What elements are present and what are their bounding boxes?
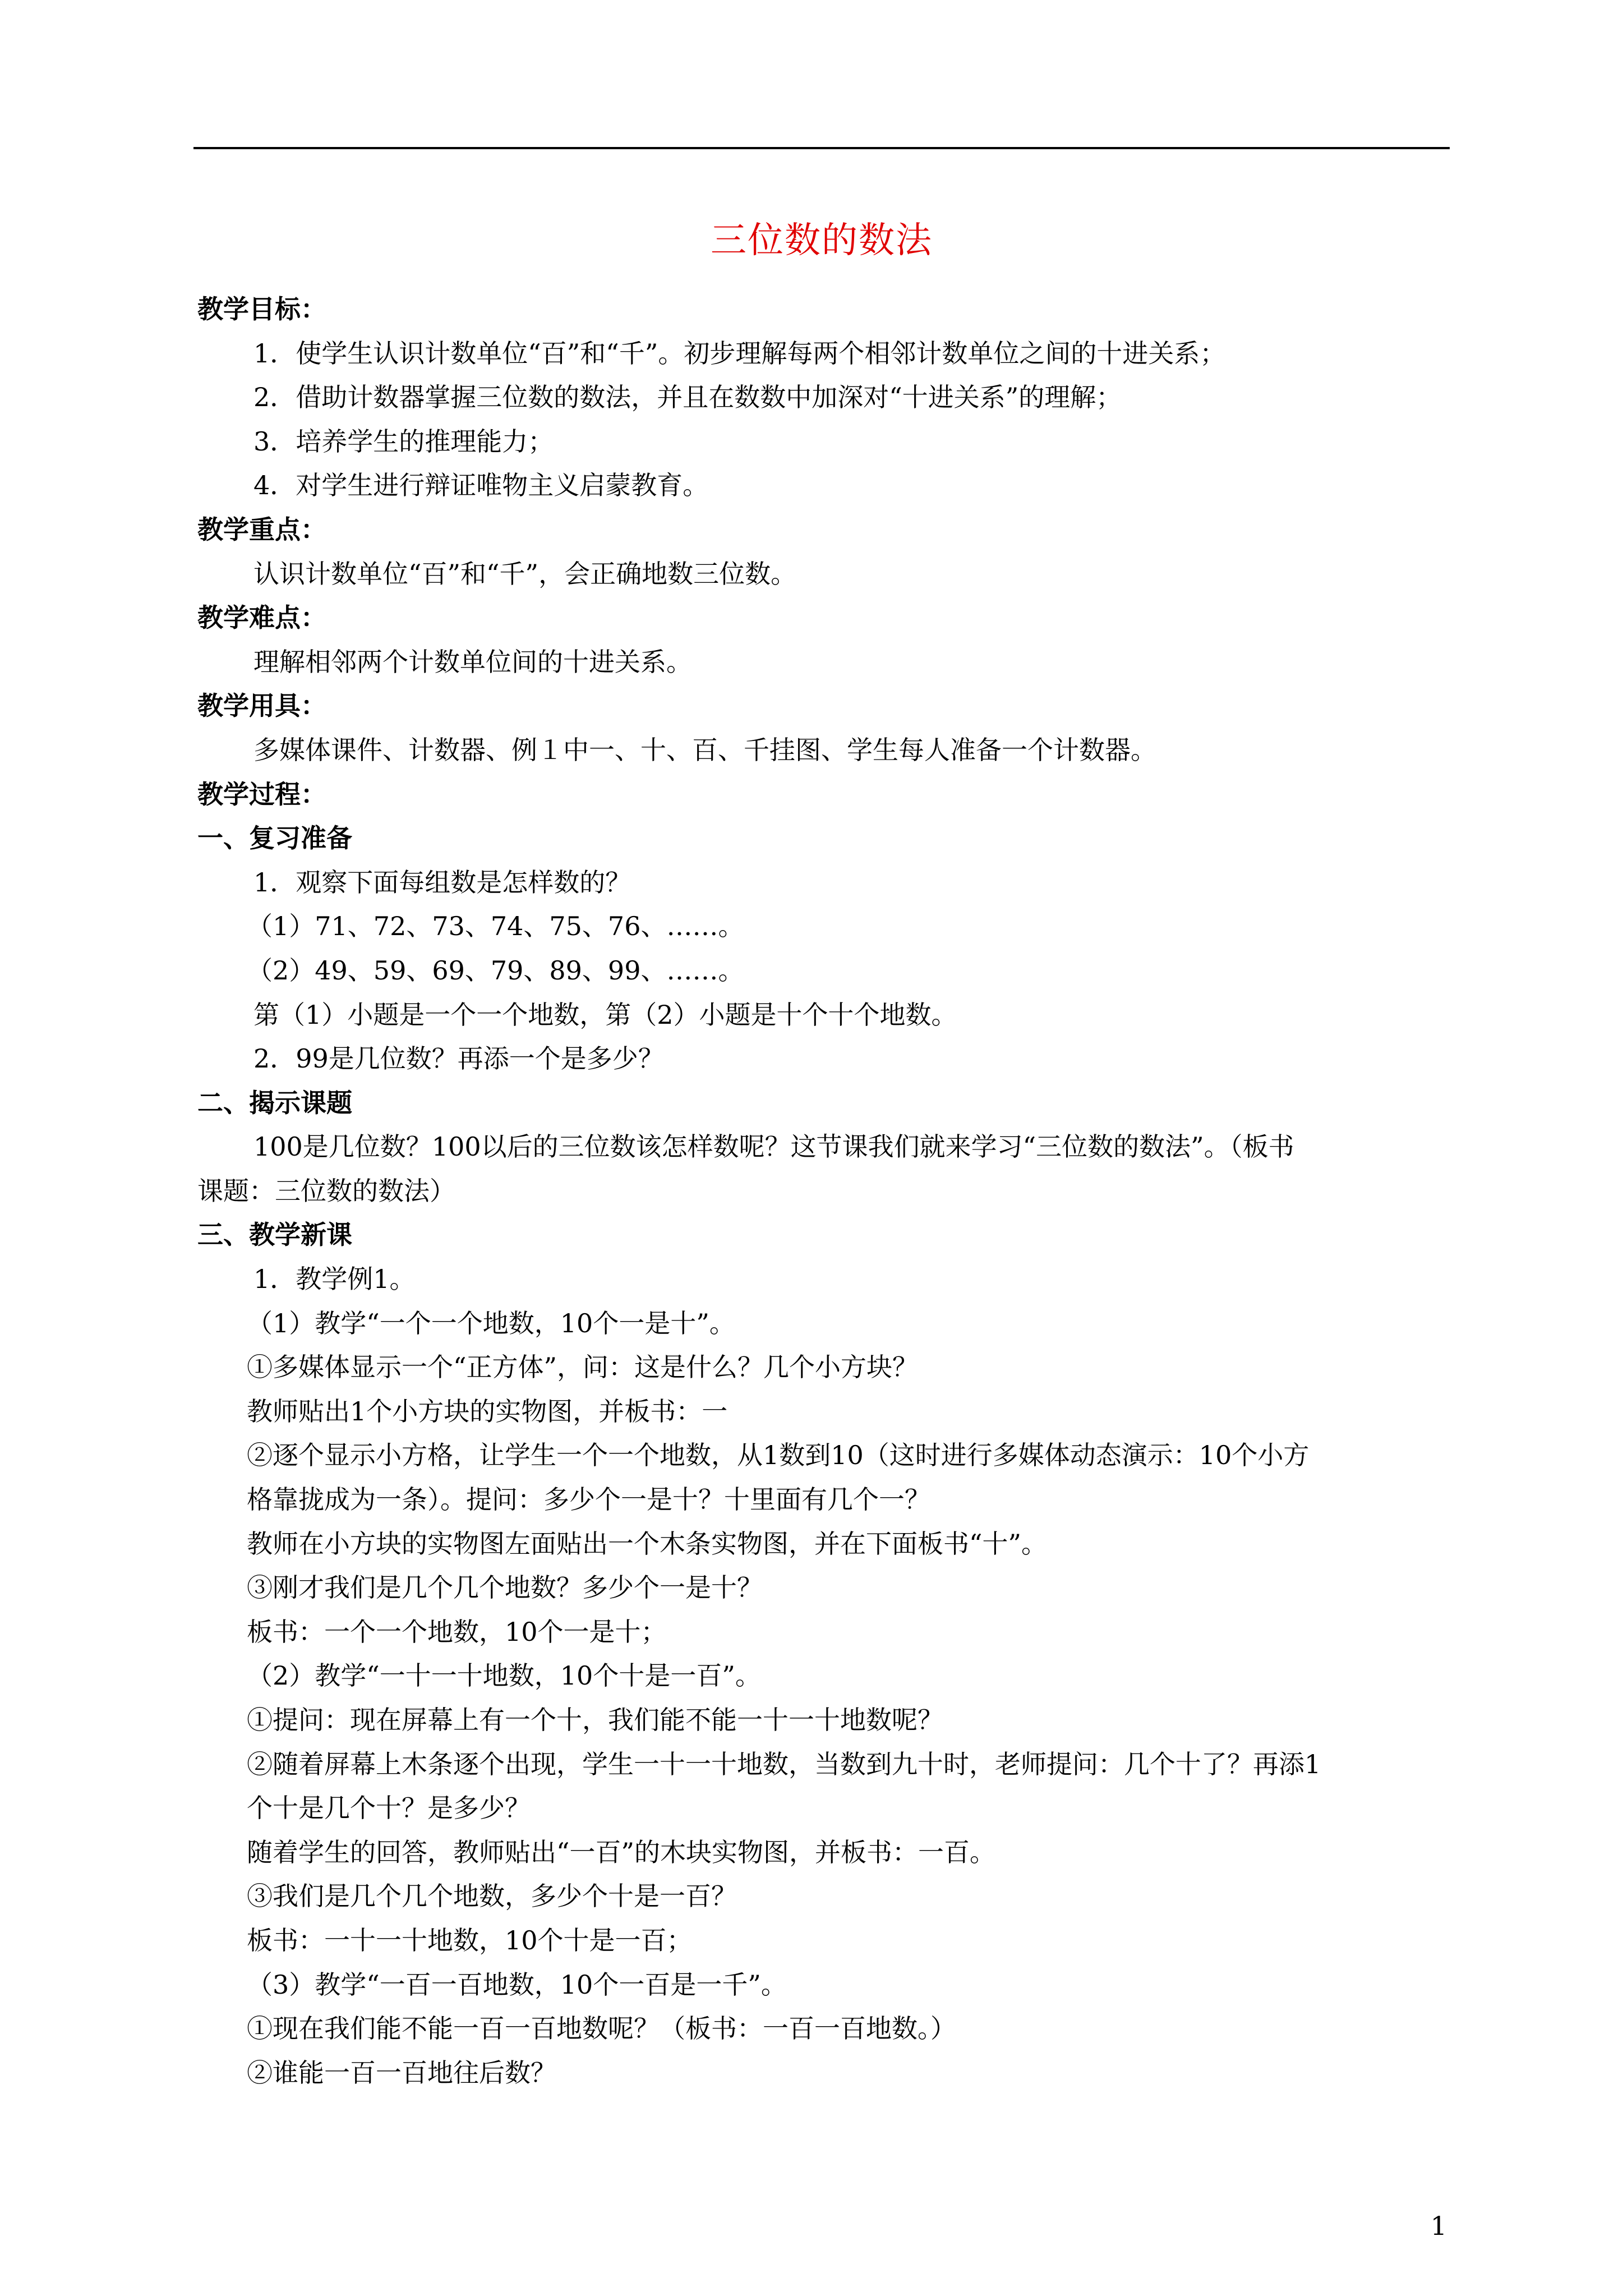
text-line: 理解相邻两个计数单位间的十进关系。 bbox=[253, 646, 692, 677]
section-heading: 二、揭示课题 bbox=[197, 1087, 352, 1118]
text-line: ②谁能一百一百地往后数？ bbox=[247, 2057, 556, 2088]
text-line: 1．教学例1。 bbox=[253, 1264, 416, 1295]
text-line: 1．观察下面每组数是怎样数的？ bbox=[253, 867, 631, 898]
text-line: 板书：一十一十地数，10个十是一百； bbox=[247, 1925, 693, 1955]
text-line: ①多媒体显示一个“正方体”，问：这是什么？几个小方块？ bbox=[247, 1352, 919, 1383]
section-heading: 教学难点： bbox=[197, 602, 326, 633]
section-heading: 一、复习准备 bbox=[197, 823, 352, 854]
text-line: ②随着屏幕上木条逐个出现，学生一十一十地数，当数到九十时，老师提问：几个十了？再添1 bbox=[247, 1749, 1321, 1779]
section-heading: 教学重点： bbox=[197, 514, 326, 545]
text-line: 格靠拢成为一条）。提问：多少个一是十？十里面有几个一？ bbox=[247, 1484, 930, 1515]
text-line: 1．使学生认识计数单位“百”和“千”。初步理解每两个相邻计数单位之间的十进关系； bbox=[253, 338, 1226, 369]
text-line: （1）教学“一个一个地数，10个一是十”。 bbox=[247, 1308, 735, 1338]
header-rule bbox=[193, 147, 1450, 149]
page-number: 1 bbox=[1430, 2211, 1447, 2241]
section-heading: 三、教学新课 bbox=[197, 1220, 352, 1250]
text-line: ③我们是几个几个地数，多少个十是一百？ bbox=[247, 1881, 737, 1912]
document-body bbox=[197, 287, 1454, 2095]
section-heading: 教学目标： bbox=[197, 294, 326, 324]
text-line: 4．对学生进行辩证唯物主义启蒙教育。 bbox=[253, 470, 709, 501]
text-line: ③刚才我们是几个几个地数？多少个一是十？ bbox=[247, 1572, 763, 1603]
text-line: 随着学生的回答，教师贴出“一百”的木块实物图，并板书：一百。 bbox=[247, 1837, 996, 1867]
text-line: 第（1）小题是一个一个地数，第（2）小题是十个十个地数。 bbox=[253, 999, 957, 1030]
text-line: 2．99是几位数？再添一个是多少？ bbox=[253, 1043, 664, 1074]
text-line: 课题：三位数的数法） bbox=[197, 1175, 455, 1206]
text-line: 2．借助计数器掌握三位数的数法，并且在数数中加深对“十进关系”的理解； bbox=[253, 382, 1122, 413]
text-line: （2）49、59、69、79、89、99、……。 bbox=[247, 955, 744, 986]
text-line: 教师在小方块的实物图左面贴出一个木条实物图，并在下面板书“十”。 bbox=[247, 1528, 1048, 1559]
text-line: 板书：一个一个地数，10个一是十； bbox=[247, 1616, 667, 1647]
text-line: 多媒体课件、计数器、例１中一、十、百、千挂图、学生每人准备一个计数器。 bbox=[253, 734, 1156, 765]
section-heading: 教学用具： bbox=[197, 691, 326, 721]
text-line: （2）教学“一十一十地数，10个十是一百”。 bbox=[247, 1660, 761, 1691]
text-line: 教师贴出1个小方块的实物图，并板书：一 bbox=[247, 1396, 728, 1427]
text-line: ①提问：现在屏幕上有一个十，我们能不能一十一十地数呢？ bbox=[247, 1705, 943, 1735]
section-heading: 教学过程： bbox=[197, 779, 326, 809]
text-line: 认识计数单位“百”和“千”，会正确地数三位数。 bbox=[253, 558, 797, 589]
text-line: ①现在我们能不能一百一百地数呢？（板书：一百一百地数。） bbox=[247, 2013, 956, 2044]
text-line: ②逐个显示小方格，让学生一个一个地数，从1数到10（这时进行多媒体动态演示：10个小方 bbox=[247, 1440, 1310, 1471]
page-title: 三位数的数法 bbox=[711, 220, 933, 261]
text-line: 3．培养学生的推理能力； bbox=[253, 426, 554, 457]
text-line: 100是几位数？100以后的三位数该怎样数呢？这节课我们就来学习“三位数的数法”。（板书 bbox=[253, 1131, 1294, 1162]
text-line: （1）71、72、73、74、75、76、……。 bbox=[247, 911, 744, 942]
text-line: 个十是几个十？是多少？ bbox=[247, 1793, 531, 1824]
text-line: （3）教学“一百一百地数，10个一百是一千”。 bbox=[247, 1969, 787, 2000]
